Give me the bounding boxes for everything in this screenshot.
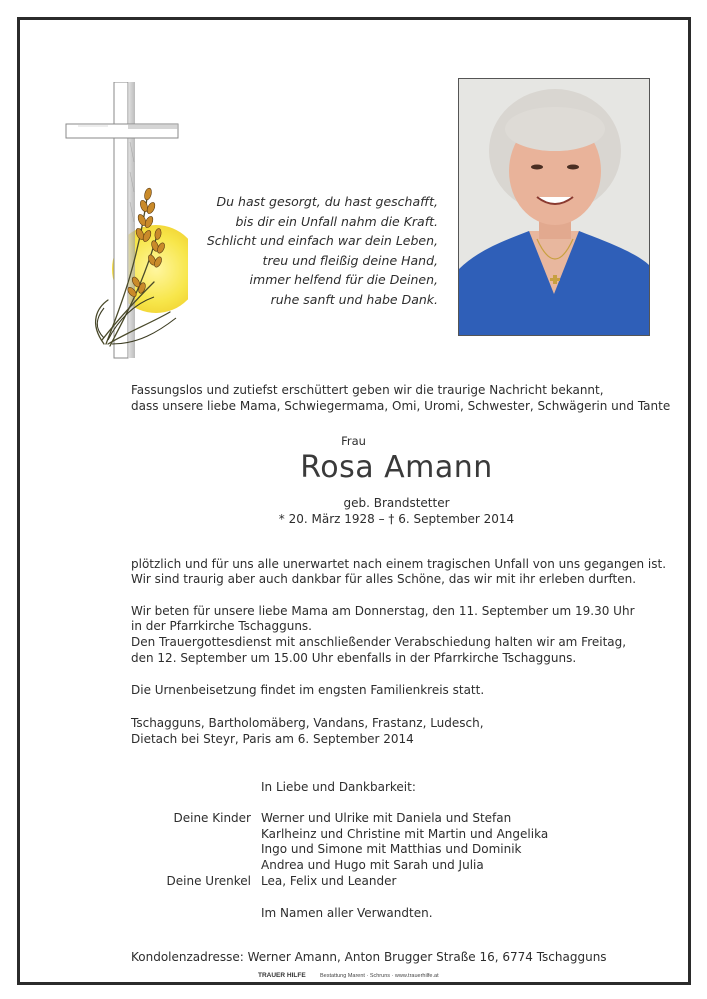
poem-line: immer helfend für die Deinen,	[249, 272, 438, 287]
family-line: Werner und Ulrike mit Daniela und Stefan	[261, 811, 512, 825]
poem-line: bis dir ein Unfall nahm die Kraft.	[235, 213, 438, 229]
poem	[180, 192, 438, 309]
portrait-image	[459, 79, 649, 335]
urenkel-label: Deine Urenkel	[166, 874, 251, 888]
family-line: Andrea und Hugo mit Sarah und Julia	[261, 858, 484, 872]
family-line: Ingo und Simone mit Matthias und Dominik	[261, 842, 522, 856]
gratitude: In Liebe und Dankbarkeit:	[261, 780, 416, 794]
family-line: Lea, Felix und Leander	[261, 874, 397, 888]
intro-line: Fassungslos und zutiefst erschüttert geben wir die traurige Nachricht bekannt,	[131, 383, 604, 397]
footer-info: Bestattung Marent · Schruns · www.trauerhilfe.at	[320, 973, 439, 979]
paragraph-line: Wir beten für unsere liebe Mama am Donnerstag, den 11. September um 19.30 Uhr	[131, 604, 635, 618]
condolence-address: Kondolenzadresse: Werner Amann, Anton Brugger Straße 16, 6774 Tschagguns	[131, 950, 607, 964]
places-line: Dietach bei Steyr, Paris am 6. September 2014	[131, 732, 414, 746]
paragraph-line: in der Pfarrkirche Tschagguns.	[131, 619, 312, 633]
paragraph-line: Die Urnenbeisetzung findet im engsten Familienkreis statt.	[131, 683, 485, 697]
paragraph-line: plötzlich und für uns alle unerwartet nach einem tragischen Unfall von uns gegangen ist.	[131, 557, 667, 571]
closing: Im Namen aller Verwandten.	[261, 906, 433, 920]
intro-line: dass unsere liebe Mama, Schwiegermama, Omi, Uromi, Schwester, Schwägerin und Tante	[131, 399, 671, 413]
family-line: Karlheinz und Christine mit Martin und Angelika	[261, 827, 549, 841]
salutation: Frau	[341, 434, 366, 448]
kinder-label: Deine Kinder	[173, 811, 251, 825]
footer-brand: TRAUER HILFE	[258, 972, 306, 979]
cross-with-wheat-icon	[58, 82, 188, 367]
deceased-name: Rosa Amann	[300, 450, 493, 485]
portrait-photo	[458, 78, 650, 336]
paragraph-line: den 12. September um 15.00 Uhr ebenfalls in der Pfarrkirche Tschagguns.	[131, 651, 577, 665]
poem-line: ruhe sanft und habe Dank.	[270, 291, 438, 307]
poem-line: treu und fleißig deine Hand,	[262, 252, 438, 268]
paragraph-line: Den Trauergottesdienst mit anschließender Verabschiedung halten wir am Freitag,	[131, 635, 627, 649]
poem-line: Du hast gesorgt, du hast geschafft,	[216, 194, 438, 209]
places-line: Tschagguns, Bartholomäberg, Vandans, Frastanz, Ludesch,	[131, 716, 484, 730]
life-dates: * 20. März 1928 – † 6. September 2014	[278, 512, 515, 526]
maiden-name: geb. Brandstetter	[343, 496, 450, 510]
paragraph-line: Wir sind traurig aber auch dankbar für alles Schöne, das wir mit ihr erleben durften.	[131, 572, 637, 586]
poem-line: Schlicht und einfach war dein Leben,	[206, 233, 438, 248]
